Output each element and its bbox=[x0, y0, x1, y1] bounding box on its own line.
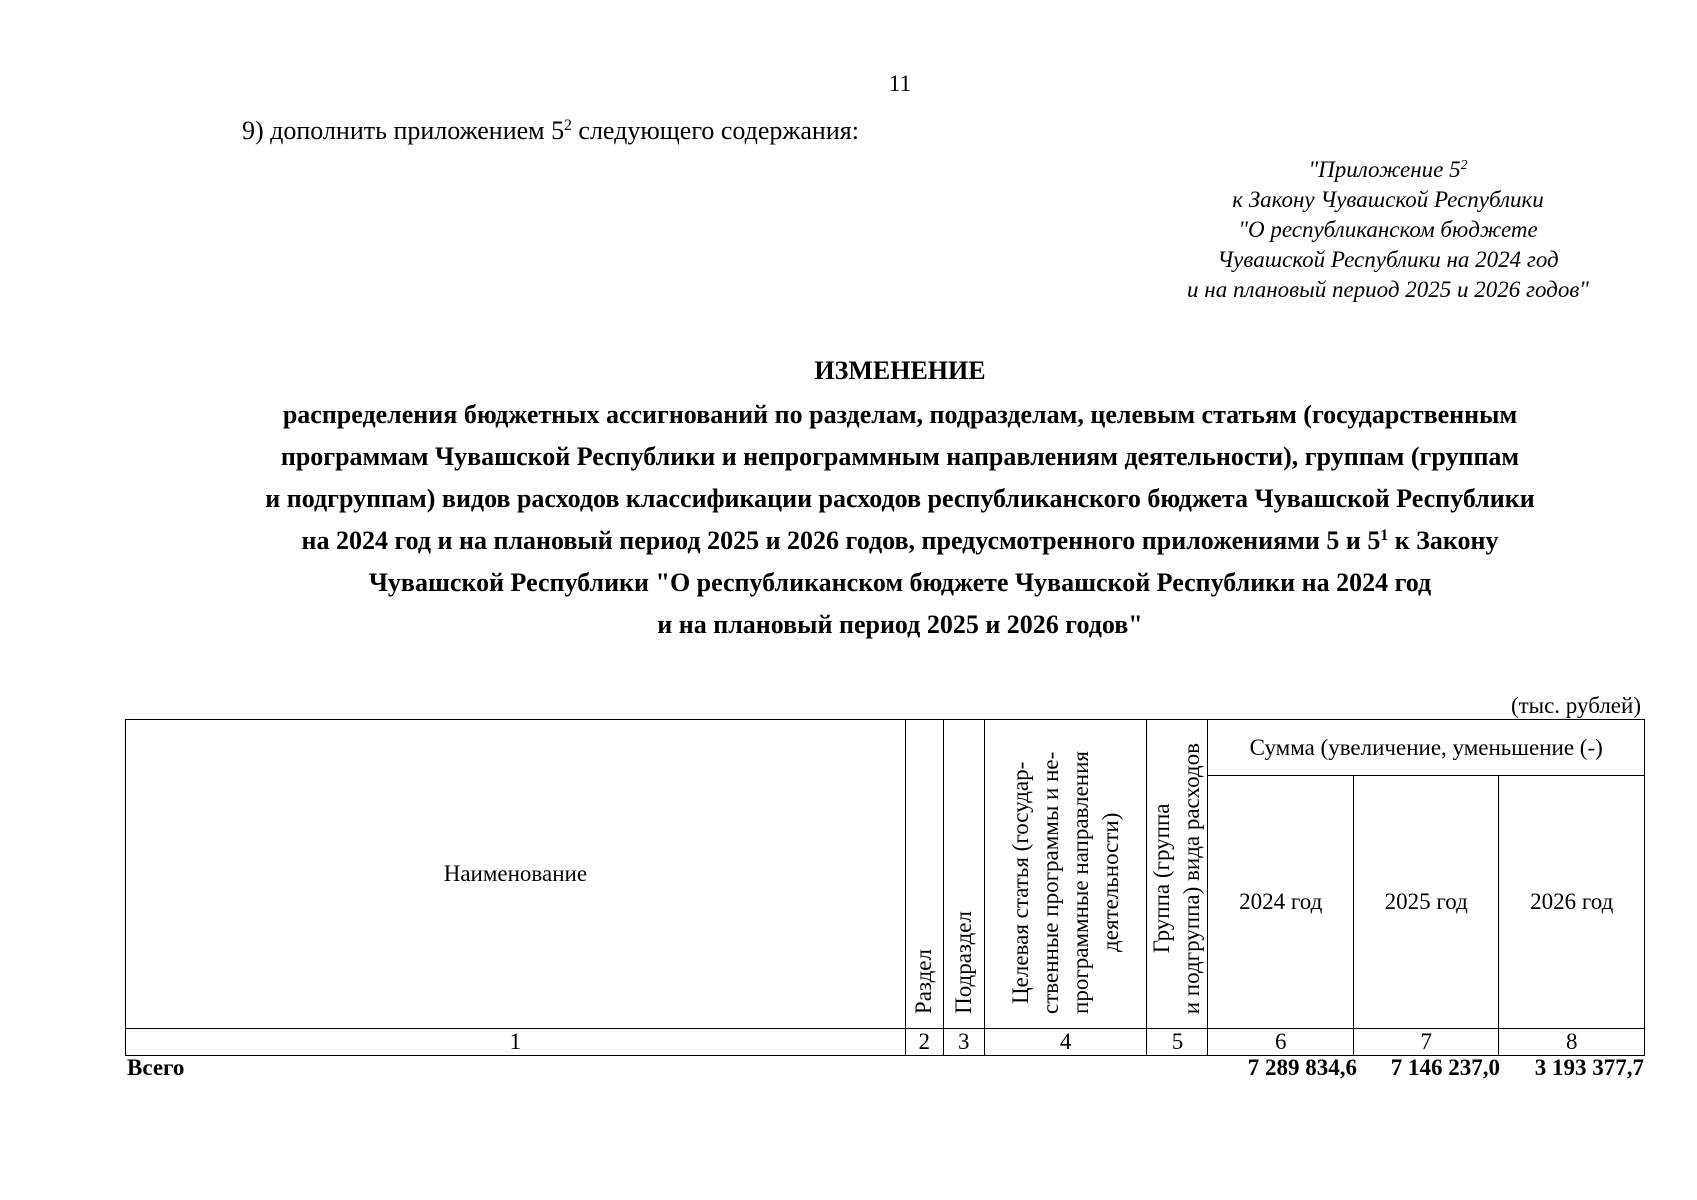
appendix-note-line-4: Чувашской Республики на 2024 год bbox=[1217, 247, 1559, 272]
column-number: 4 bbox=[984, 1029, 1147, 1056]
header-podrazdel bbox=[943, 720, 984, 1029]
header-gruppa-line-1: Группа (группа bbox=[1149, 803, 1175, 954]
units-label: (тыс. рублей) bbox=[1510, 693, 1641, 718]
header-year-2025: 2025 год bbox=[1353, 776, 1499, 1029]
appendix-note-superscript: 2 bbox=[1460, 157, 1468, 173]
title-line-1: распределения бюджетных ассигнований по разделам, подразделам, целевым статьям (государственным bbox=[282, 400, 1518, 429]
title-line-4-superscript: 1 bbox=[1380, 527, 1389, 545]
total-row bbox=[125, 1055, 1645, 1085]
header-celevaya-statya bbox=[984, 720, 1147, 1029]
column-number: 5 bbox=[1147, 1029, 1208, 1056]
appendix-note-line-3: "О республиканском бюджете bbox=[1238, 217, 1538, 242]
intro-suffix: следующего содержания: bbox=[571, 116, 859, 145]
intro-paragraph bbox=[242, 116, 859, 146]
header-gruppa-text bbox=[1147, 743, 1207, 1014]
column-number: 3 bbox=[943, 1029, 984, 1056]
header-celevaya-line-4: деятельности) bbox=[1097, 812, 1123, 953]
header-year-2026: 2026 год bbox=[1499, 776, 1645, 1029]
title-line-4 bbox=[120, 520, 1680, 562]
appendix-note-line-5: и на плановый период 2025 и 2026 годов" bbox=[1187, 277, 1589, 302]
table-header-row bbox=[126, 720, 1645, 776]
budget-table bbox=[125, 719, 1645, 1056]
header-gruppa-line-2: и подгруппа) вида расходов bbox=[1179, 742, 1205, 1014]
appendix-note-line-2: к Закону Чувашской Республики bbox=[1232, 187, 1544, 212]
header-gruppa-vida-raskhodov bbox=[1147, 720, 1208, 1029]
appendix-note bbox=[1148, 155, 1628, 305]
title-heading: ИЗМЕНЕНИЕ bbox=[814, 356, 986, 385]
column-numbers-row bbox=[126, 1029, 1645, 1056]
document-title bbox=[120, 350, 1680, 646]
total-2026: 3 193 377,7 bbox=[1534, 1055, 1644, 1080]
appendix-note-line-1 bbox=[1148, 155, 1628, 185]
column-number: 2 bbox=[905, 1029, 943, 1056]
total-2025: 7 146 237,0 bbox=[1390, 1055, 1500, 1080]
column-number: 8 bbox=[1499, 1029, 1645, 1056]
header-razdel-text: Раздел bbox=[911, 948, 937, 1014]
title-line-4-post: к Закону bbox=[1388, 526, 1499, 555]
header-razdel bbox=[905, 720, 943, 1029]
total-2024: 7 289 834,6 bbox=[1247, 1055, 1357, 1080]
title-line-2: программам Чувашской Республики и непрограммным направлениям деятельности), группам (группам bbox=[280, 442, 1520, 471]
header-sum-group: Сумма (увеличение, уменьшение (-) bbox=[1208, 720, 1645, 776]
header-celevaya-line-2: ственные программы и не- bbox=[1037, 751, 1063, 1014]
header-year-2024: 2024 год bbox=[1208, 776, 1354, 1029]
appendix-note-line-1-text: "Приложение 5 bbox=[1308, 157, 1461, 182]
title-line-5: Чувашской Республики "О республиканском бюджете Чувашской Республики на 2024 год bbox=[368, 568, 1432, 597]
intro-superscript: 2 bbox=[564, 117, 572, 135]
intro-prefix: 9) дополнить приложением 5 bbox=[242, 116, 565, 145]
page-number: 11 bbox=[888, 71, 912, 96]
title-line-3: и подгруппам) видов расходов классификации расходов республиканского бюджета Чувашской Республики bbox=[265, 484, 1535, 513]
title-line-6: и на плановый период 2025 и 2026 годов" bbox=[657, 610, 1143, 639]
header-celevaya-text bbox=[1006, 751, 1126, 1014]
column-number: 7 bbox=[1353, 1029, 1499, 1056]
total-label: Всего bbox=[127, 1055, 185, 1080]
column-number: 6 bbox=[1208, 1029, 1354, 1056]
header-name: Наименование bbox=[126, 720, 906, 1029]
column-number: 1 bbox=[126, 1029, 906, 1056]
header-celevaya-line-3: программные направления bbox=[1067, 751, 1093, 1014]
header-podrazdel-text: Подраздел bbox=[950, 911, 976, 1014]
title-line-4-pre: на 2024 год и на плановый период 2025 и 2026 годов, предусмотренного приложениями 5 и 5 bbox=[301, 526, 1381, 555]
header-celevaya-line-1: Целевая статья (государ- bbox=[1007, 761, 1033, 1004]
